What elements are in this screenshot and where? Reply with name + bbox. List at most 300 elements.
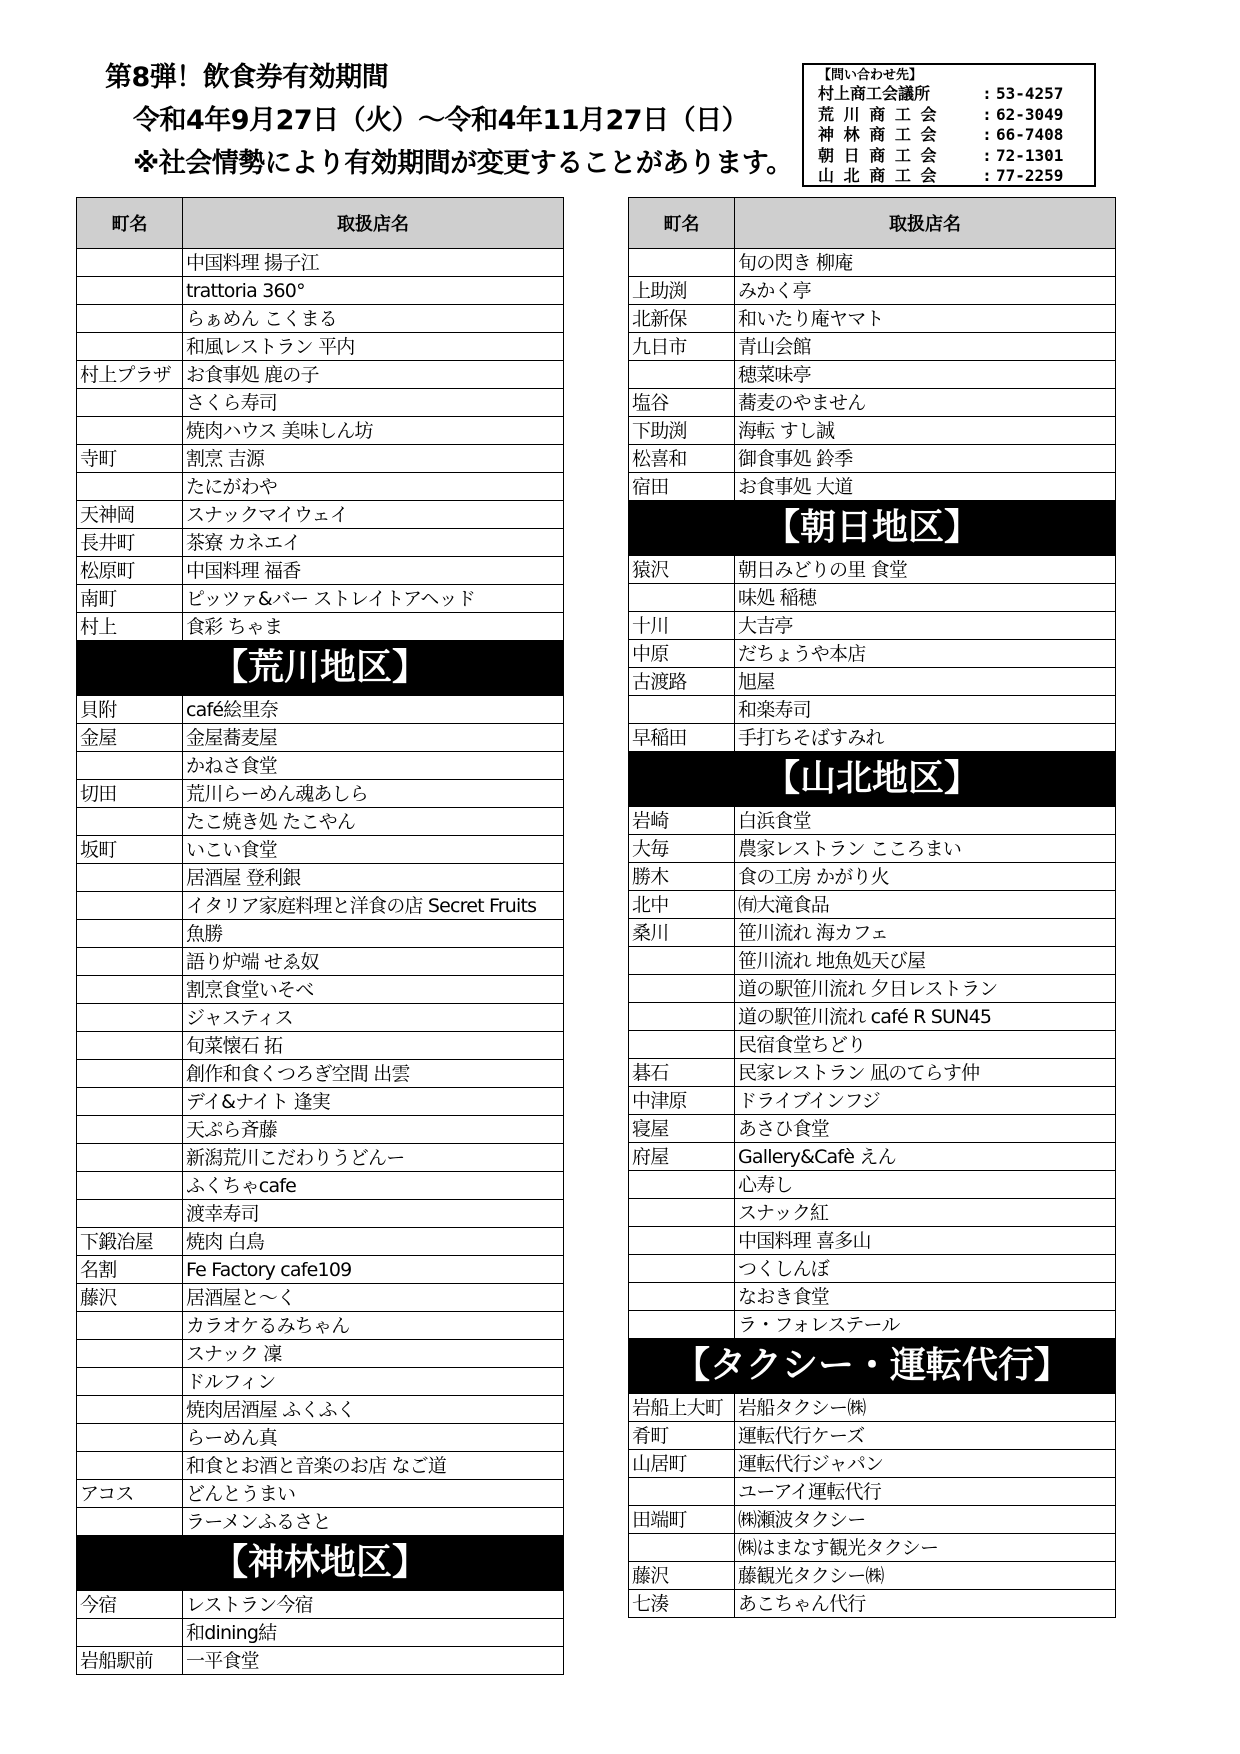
shop-cell: たこ焼き処 たこやん [183,808,564,836]
shop-cell: ㈱はまなす観光タクシー [735,1534,1116,1562]
shop-table-right-body [629,249,1116,1618]
page-header [105,56,793,185]
shop-cell: 和食とお酒と音楽のお店 なご道 [183,1452,564,1480]
table-row [77,1508,564,1536]
shop-cell: 青山会館 [735,333,1116,361]
table-row [77,1312,564,1340]
town-cell: 七湊 [629,1590,735,1618]
table-row [629,835,1116,863]
town-cell: 金屋 [77,724,183,752]
table-row [77,501,564,529]
table-row [629,1143,1116,1171]
table-row [77,696,564,724]
table-row [629,333,1116,361]
shop-column-header: 取扱店名 [183,198,564,249]
shop-cell: 民宿食堂ちどり [735,1031,1116,1059]
contact-row: 神 林 商 工 会 : 66-7408 [818,125,1084,146]
table-row [77,892,564,920]
shop-cell: あさひ食堂 [735,1115,1116,1143]
table-row [629,891,1116,919]
table-row [629,417,1116,445]
contact-title: 【問い合わせ先】 [818,68,923,83]
shop-cell: 中国料理 福香 [183,557,564,585]
shop-cell: らぁめん こくまる [183,305,564,333]
table-row [77,836,564,864]
contact-name: 村上商工会議所 [818,84,931,103]
town-cell: 田端町 [629,1506,735,1534]
town-cell: 岩崎 [629,807,735,835]
town-cell: 十川 [629,612,735,640]
table-row [629,361,1116,389]
district-section-row [629,1339,1116,1394]
shop-cell: 焼肉 白鳥 [183,1228,564,1256]
table-row [629,1311,1116,1339]
shop-cell: ラーメンふるさと [183,1508,564,1536]
shop-cell: 新潟荒川こだわりうどんー [183,1144,564,1172]
town-cell [77,389,183,417]
shop-cell: つくしんぼ [735,1255,1116,1283]
table-row [77,752,564,780]
town-cell: 南町 [77,585,183,613]
town-cell: 府屋 [629,1143,735,1171]
shop-cell: 焼肉居酒屋 ふくふく [183,1396,564,1424]
table-row [629,389,1116,417]
shop-cell: 民家レストラン 凪のてらす仲 [735,1059,1116,1087]
town-cell: 村上プラザ [77,361,183,389]
table-row [77,417,564,445]
table-row [77,557,564,585]
table-row [77,1619,564,1647]
town-cell [77,1619,183,1647]
town-cell [77,1172,183,1200]
shop-cell: 旭屋 [735,668,1116,696]
contact-row: 山 北 商 工 会 : 77-2259 [818,166,1084,187]
table-row [77,1284,564,1312]
town-cell [629,1227,735,1255]
town-cell: 松喜和 [629,445,735,473]
table-row [629,1394,1116,1422]
town-cell [77,1368,183,1396]
shop-cell: 中国料理 喜多山 [735,1227,1116,1255]
town-cell [77,417,183,445]
shop-cell: 金屋蕎麦屋 [183,724,564,752]
town-cell [77,249,183,277]
shop-cell: 運転代行ジャパン [735,1450,1116,1478]
shop-cell: 農家レストラン こころまい [735,835,1116,863]
table-row [77,1088,564,1116]
shop-cell: カラオケるみちゃん [183,1312,564,1340]
shop-cell: 和dining結 [183,1619,564,1647]
shop-table-right [628,197,1116,1618]
shop-cell: さくら寿司 [183,389,564,417]
contact-name: 神 林 商 工 会 [818,125,937,144]
table-row [629,1031,1116,1059]
shop-cell: 蕎麦のやません [735,389,1116,417]
shop-cell: お食事処 大道 [735,473,1116,501]
table-row [629,1059,1116,1087]
town-cell [77,808,183,836]
table-row [77,529,564,557]
town-cell: 塩谷 [629,389,735,417]
shop-cell: ㈲大滝食品 [735,891,1116,919]
district-heading: 【山北地区】 [629,752,1116,807]
table-row [77,1228,564,1256]
shop-cell: 海転 すし誠 [735,417,1116,445]
district-heading: 【神林地区】 [77,1536,564,1591]
town-cell: 藤沢 [77,1284,183,1312]
validity-period: 令和4年9月27日（火）～令和4年11月27日（日） [133,105,749,136]
table-row [629,473,1116,501]
table-row [629,863,1116,891]
contact-number: 77-2259 [996,166,1064,185]
table-row [77,389,564,417]
town-cell [77,1144,183,1172]
shop-cell: レストラン今宿 [183,1591,564,1619]
table-row [629,445,1116,473]
shop-cell: スナック 凜 [183,1340,564,1368]
shop-cell: 語り炉端 せゑ奴 [183,948,564,976]
shop-cell: イタリア家庭料理と洋食の店 Secret Fruits [183,892,564,920]
town-cell: 貝附 [77,696,183,724]
table-row [77,361,564,389]
town-cell: 岩船上大町 [629,1394,735,1422]
contact-number: 53-4257 [996,84,1064,103]
table-row [77,724,564,752]
town-cell [77,1004,183,1032]
table-row [629,1283,1116,1311]
table-row [77,333,564,361]
table-row [77,445,564,473]
contact-name: 荒 川 商 工 会 [818,104,937,124]
town-cell: 寺町 [77,445,183,473]
table-row [629,947,1116,975]
shop-cell: 白浜食堂 [735,807,1116,835]
town-cell [629,975,735,1003]
town-cell [77,1312,183,1340]
shop-cell: 心寿し [735,1171,1116,1199]
shop-cell: スナックマイウェイ [183,501,564,529]
town-cell: 桑川 [629,919,735,947]
table-row [77,780,564,808]
shop-cell: ジャスティス [183,1004,564,1032]
table-row [77,948,564,976]
shop-cell: たにがわや [183,473,564,501]
table-row [77,1424,564,1452]
town-cell: 北中 [629,891,735,919]
town-cell: 岩船駅前 [77,1647,183,1675]
table-row [629,556,1116,584]
town-cell [629,1478,735,1506]
town-cell: 村上 [77,613,183,641]
shop-cell: 荒川らーめん魂あしら [183,780,564,808]
table-row [77,864,564,892]
town-cell [77,1200,183,1228]
table-row [629,612,1116,640]
district-section-row [629,501,1116,556]
table-row [629,584,1116,612]
town-cell [77,1424,183,1452]
town-cell: アコス [77,1480,183,1508]
table-row [77,1144,564,1172]
contact-row: 荒 川 商 工 会 : 62-3049 [818,105,1084,126]
shop-cell: 藤観光タクシー㈱ [735,1562,1116,1590]
table-row [629,277,1116,305]
table-row [77,1256,564,1284]
district-heading: 【荒川地区】 [77,641,564,696]
table-row [77,1060,564,1088]
town-cell: 北新保 [629,305,735,333]
shop-cell: 運転代行ケーズ [735,1422,1116,1450]
shop-cell: 手打ちそばすみれ [735,724,1116,752]
town-cell: 下助渕 [629,417,735,445]
shop-cell: 一平食堂 [183,1647,564,1675]
town-cell [77,1340,183,1368]
table-row [77,1032,564,1060]
shop-cell: 和風レストラン 平内 [183,333,564,361]
table-row [629,807,1116,835]
table-row [629,919,1116,947]
table-row [77,613,564,641]
shop-cell: 天ぷら斉藤 [183,1116,564,1144]
town-cell [77,305,183,333]
town-cell: 中原 [629,640,735,668]
shop-cell: 岩船タクシー㈱ [735,1394,1116,1422]
shop-cell: かねさ食堂 [183,752,564,780]
shop-cell: 旬菜懐石 拓 [183,1032,564,1060]
town-cell [629,1171,735,1199]
town-column-header: 町名 [629,198,735,249]
contact-number: 66-7408 [996,125,1064,144]
shop-cell: 道の駅笹川流れ café R SUN45 [735,1003,1116,1031]
table-row [77,1200,564,1228]
town-cell: 肴町 [629,1422,735,1450]
town-cell: 九日市 [629,333,735,361]
table-row [629,1478,1116,1506]
shop-cell: café絵里奈 [183,696,564,724]
shop-table-left [76,197,564,1675]
town-cell [77,864,183,892]
shop-cell: 焼肉ハウス 美味しん坊 [183,417,564,445]
town-cell: 坂町 [77,836,183,864]
town-cell [77,1032,183,1060]
shop-cell: ふくちゃcafe [183,1172,564,1200]
table-row [629,249,1116,277]
shop-cell: 創作和食くつろぎ空間 出雲 [183,1060,564,1088]
contact-row: 朝 日 商 工 会 : 72-1301 [818,146,1084,167]
town-cell [629,584,735,612]
shop-cell: あこちゃん代行 [735,1590,1116,1618]
town-cell [77,1452,183,1480]
town-cell: 松原町 [77,557,183,585]
table-row [77,473,564,501]
town-cell [77,920,183,948]
table-row [77,920,564,948]
shop-cell: ピッツァ&バー ストレイトアヘッド [183,585,564,613]
town-cell [629,249,735,277]
district-heading: 【タクシー・運転代行】 [629,1339,1116,1394]
town-cell: 名割 [77,1256,183,1284]
shop-cell: 味処 稲穂 [735,584,1116,612]
header-title: 第8弾！飲食券有効期間 [105,62,389,93]
town-cell: 大毎 [629,835,735,863]
contact-box [802,63,1096,187]
district-section-row [629,752,1116,807]
table-row [77,1368,564,1396]
shop-cell: 和いたり庵ヤマト [735,305,1116,333]
town-cell [629,1255,735,1283]
table-row [629,724,1116,752]
district-heading: 【朝日地区】 [629,501,1116,556]
contact-row: 村上商工会議所 : 53-4257 [818,84,1084,105]
table-row [77,1004,564,1032]
shop-cell: だちょうや本店 [735,640,1116,668]
contact-name: 朝 日 商 工 会 [818,145,937,165]
table-header-row [629,198,1116,249]
table-row [77,305,564,333]
town-cell [629,1199,735,1227]
town-cell: 長井町 [77,529,183,557]
table-row [77,1647,564,1675]
table-row [629,696,1116,724]
shop-cell: Fe Factory cafe109 [183,1256,564,1284]
town-cell [77,892,183,920]
town-cell [629,1534,735,1562]
shop-cell: 御食事処 鈴季 [735,445,1116,473]
town-cell [629,1283,735,1311]
shop-cell: ドルフィン [183,1368,564,1396]
town-cell [77,473,183,501]
table-row [77,249,564,277]
shop-cell: 渡幸寿司 [183,1200,564,1228]
town-cell [629,947,735,975]
shop-cell: 食彩 ちゃま [183,613,564,641]
shop-cell: ユーアイ運転代行 [735,1478,1116,1506]
town-cell [77,976,183,1004]
town-column-header: 町名 [77,198,183,249]
table-row [629,1422,1116,1450]
town-cell: 天神岡 [77,501,183,529]
town-cell [629,1031,735,1059]
contact-number: 72-1301 [996,145,1064,165]
shop-cell: 朝日みどりの里 食堂 [735,556,1116,584]
table-row [629,305,1116,333]
shop-cell: 旬の閃き 柳庵 [735,249,1116,277]
town-cell: 寝屋 [629,1115,735,1143]
shop-cell: いこい食堂 [183,836,564,864]
shop-cell: 穂菜味亭 [735,361,1116,389]
table-row [629,1115,1116,1143]
table-row [629,975,1116,1003]
town-cell [77,277,183,305]
table-row [629,1227,1116,1255]
table-row [629,1562,1116,1590]
validity-note: ※社会情勢により有効期間が変更することがあります。 [133,148,793,179]
town-cell [77,948,183,976]
shop-cell: らーめん真 [183,1424,564,1452]
town-cell: 猿沢 [629,556,735,584]
town-cell [77,333,183,361]
shop-cell: 魚勝 [183,920,564,948]
shop-cell: ラ・フォレステール [735,1311,1116,1339]
shop-cell: 中国料理 揚子江 [183,249,564,277]
shop-cell: 笹川流れ 地魚処天び屋 [735,947,1116,975]
table-row [77,1172,564,1200]
table-row [77,1396,564,1424]
contact-number: 62-3049 [996,104,1064,124]
table-row [77,808,564,836]
shop-cell: 居酒屋 登利銀 [183,864,564,892]
town-cell: 勝木 [629,863,735,891]
town-cell: 古渡路 [629,668,735,696]
shop-cell: Gallery&Cafè えん [735,1143,1116,1171]
shop-cell: 笹川流れ 海カフェ [735,919,1116,947]
table-row [629,1450,1116,1478]
town-cell: 碁石 [629,1059,735,1087]
shop-cell: どんとうまい [183,1480,564,1508]
town-cell [629,696,735,724]
district-section-row [77,1536,564,1591]
table-row [629,1199,1116,1227]
shop-cell: みかく亭 [735,277,1116,305]
shop-cell: ドライブインフジ [735,1087,1116,1115]
shop-column-header: 取扱店名 [735,198,1116,249]
town-cell [77,1508,183,1536]
town-cell: 下鍛冶屋 [77,1228,183,1256]
table-row [77,277,564,305]
town-cell: 宿田 [629,473,735,501]
shop-cell: デイ&ナイト 逢実 [183,1088,564,1116]
shop-cell: 道の駅笹川流れ 夕日レストラン [735,975,1116,1003]
table-row [629,1255,1116,1283]
table-row [77,1452,564,1480]
table-row [629,1590,1116,1618]
shop-cell: 居酒屋と～く [183,1284,564,1312]
table-row [629,1087,1116,1115]
table-row [629,1171,1116,1199]
shop-table-left-body [77,249,564,1675]
shop-cell: お食事処 鹿の子 [183,361,564,389]
town-cell: 中津原 [629,1087,735,1115]
town-cell [77,1088,183,1116]
table-row [629,1506,1116,1534]
town-cell: 切田 [77,780,183,808]
shop-cell: 食の工房 かがり火 [735,863,1116,891]
district-section-row [77,641,564,696]
table-row [629,668,1116,696]
shop-cell: スナック紅 [735,1199,1116,1227]
shop-cell: 和楽寿司 [735,696,1116,724]
town-cell: 早稲田 [629,724,735,752]
town-cell [629,1311,735,1339]
table-row [77,1340,564,1368]
table-row [77,585,564,613]
table-row [77,1591,564,1619]
contact-name: 山 北 商 工 会 [818,166,937,185]
shop-cell: ㈱瀬波タクシー [735,1506,1116,1534]
table-row [629,640,1116,668]
shop-cell: 茶寮 カネエイ [183,529,564,557]
town-cell: 藤沢 [629,1562,735,1590]
table-row [77,1116,564,1144]
shop-cell: 割烹食堂いそべ [183,976,564,1004]
shop-cell: 割烹 吉源 [183,445,564,473]
town-cell [77,752,183,780]
town-cell [77,1060,183,1088]
town-cell: 今宿 [77,1591,183,1619]
table-row [77,976,564,1004]
shop-cell: trattoria 360° [183,277,564,305]
town-cell [629,361,735,389]
